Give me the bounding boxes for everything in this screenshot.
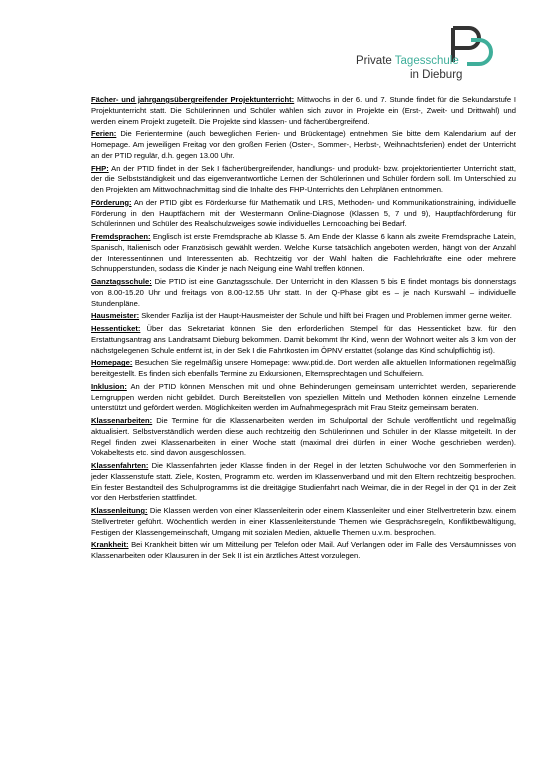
faq-term: Fremdsprachen: <box>91 232 151 241</box>
faq-paragraph <box>91 540 516 562</box>
faq-paragraph <box>91 164 516 196</box>
faq-paragraph <box>91 277 516 309</box>
faq-paragraph <box>91 129 516 161</box>
faq-term: Hessenticket: <box>91 324 141 333</box>
faq-text: Besuchen Sie regelmäßig unsere Homepage: www.ptid.de. Dort werden alle aktuellen Informationen regelmäßig bereitgestellt. Es finden sich ebenfalls Termine zu Exkursionen, Elternsprechtagen und Schulfeiern. <box>91 358 516 378</box>
faq-term: Fächer- und jahrgangsübergreifender Projektunterricht: <box>91 95 295 104</box>
faq-text: Die PTID ist eine Ganztagsschule. Der Unterricht in den Klassen 5 bis E findet montags bis donnerstags von 8.00-15.20 Uhr und freitags von 8.00-12.55 Uhr statt. In der Q-Phase gibt es – je nach Kurswahl – individuelle Stundenpläne. <box>91 277 516 308</box>
faq-paragraph <box>91 358 516 380</box>
faq-term: Homepage: <box>91 358 133 368</box>
faq-text: Bei Krankheit bitten wir um Mitteilung per Telefon oder Mail. Auf Verlangen oder im Falle des Versäumnisses von Klassenarbeiten oder Klausuren in der Sek II ist ein ärztliches Attest vorzulegen. <box>91 540 516 560</box>
faq-term: Hausmeister: <box>91 311 140 321</box>
faq-text: Die Klassen werden von einer Klassenleiterin oder einem Klassenleiter und einer Stellvertreterin bzw. einem Stellvertreter geführt. Wöchentlich werden in einer Klassenleiterstunde Themen wie Gesprächsregeln, Konfliktbewältigung, Festigen der Klassengemeinschaft, Umgang mit sozialen Medien, aktuelle Themen u.v.m. besprochen. <box>91 506 516 537</box>
faq-text: Die Ferientermine (auch beweglichen Ferien- und Brückentage) entnehmen Sie bitte dem Kalendarium auf der Homepage. Am jeweiligen Freitag vor den großen Ferien (Oster-, Sommer-, Herbst-, Weihnachtsferien) endet der Unterricht an der PTID regulär, d.h. gegen 13.00 Uhr. <box>91 129 516 160</box>
faq-paragraph <box>91 324 516 356</box>
faq-term: Klassenfahrten: <box>91 461 149 470</box>
faq-paragraph <box>91 198 516 230</box>
faq-paragraph <box>91 311 516 322</box>
faq-term: Klassenarbeiten: <box>91 416 153 425</box>
faq-term: Inklusion: <box>91 381 127 391</box>
faq-paragraph <box>91 416 516 459</box>
faq-paragraph <box>91 506 516 538</box>
faq-text: Über das Sekretariat können Sie den erforderlichen Stempel für das Hessenticket bzw. für den Erstattungsantrag ans Landratsamt Dieburg bekommen. Damit bekommt Ihr Kind, wenn der Wohnort weiter als 3 km von der nächstgelegenen Schule entfernt ist, in der Sek I die Fahrtkosten im ÖPNV erstattet (solange das Kind schulpflichtig ist). <box>91 324 516 355</box>
faq-term: Klassenleitung: <box>91 506 148 515</box>
faq-text: An der PTID können Menschen mit und ohne Behinderungen gemeinsam unterrichtet werden, separierende Lerngruppen werden nicht gebildet. Durch Bereitstellen von speziellen Mitteln und Methoden können einzelne Lernende unterstützt und gefördert werden. Möglichkeiten werden im Aufnahmegespräch mit Frau Steitz gemeinsam beraten. <box>91 381 516 413</box>
faq-text: Die Klassenfahrten jeder Klasse finden in der Regel in der letzten Schulwoche vor den Sommerferien in jeder Klassenstufe statt. Ziele, Kosten, Programm etc. werden im Klassenverband und mit den Eltern rechtzeitig besprochen. Ein fester Bestandteil des Schulprogramms ist die dreitägige Studienfahrt nach Weimar, die in der Regel in der Q1 in der Zeit vor den Herbstferien stattfindet. <box>91 461 516 503</box>
faq-paragraph <box>91 461 516 504</box>
faq-paragraph <box>91 382 516 414</box>
faq-paragraph <box>91 95 516 127</box>
brand-location: in Dieburg <box>410 69 463 81</box>
faq-text: Skender Fazlija ist der Haupt-Hausmeister der Schule und hilft bei Fragen und Problemen immer gerne weiter. <box>139 311 512 321</box>
faq-term: Ferien: <box>91 129 117 139</box>
faq-term: Förderung: <box>91 197 132 207</box>
faq-term: FHP: <box>91 163 109 173</box>
faq-text: Englisch ist erste Fremdsprache ab Klasse 5. Am Ende der Klasse 6 kann als zweite Fremdsprache Latein, Spanisch, Italienisch oder Französisch gewählt werden. Welche Kurse tatsächlich angeboten werden, hängt von der Anzahl der Interessentinnen und Interessenten ab. Rechtzeitig vor der Wahl halten die Fachlehrkräfte eine oder mehrere Schnupperstunden, sodass die Kinder je nach Neigung eine Wahl treffen können. <box>91 232 516 274</box>
brand-name <box>356 55 459 67</box>
faq-text: Die Termine für die Klassenarbeiten werden im Schulportal der Schule veröffentlicht und regelmäßig aktualisiert. Selbstverständlich werden diese auch rechtzeitig den Schülerinnen und Schüler in der Klasse mitgeteilt. In der Regel finden zwei Klassenarbeiten in einer Woche statt (maximal drei dürfen in einer Woche geschrieben werden). Vokabeltests etc. sind davon ausgeschlossen. <box>91 416 516 458</box>
faq-text: Mittwochs in der 6. und 7. Stunde findet für die Sekundarstufe I Projektunterricht statt. Die Schülerinnen und Schüler wählen sich zuvor in Projekte ein (Erst-, Zweit- und Drittwahl) und werden einem Projekt zugeteilt. Die Projekte sind klassen- und fächerübergreifend. <box>91 95 516 126</box>
faq-term: Ganztagsschule: <box>91 277 152 286</box>
school-header <box>350 22 550 88</box>
brand-name-accent: Tagesschule <box>394 55 459 67</box>
brand-name-part1: Private <box>356 55 395 67</box>
faq-text: An der PTID gibt es Förderkurse für Mathematik und LRS, Methoden- und Kommunikationstraining, individuelle Förderung in den Hauptfächern mit der Westermann Online-Diagnose (Klassen 5, 7 und 9), Hauptfachförderung für Schülerinnen und Schüler des Realschulzweiges sowie individuelles Lerncoaching bei Bedarf. <box>91 197 516 229</box>
faq-term: Krankheit: <box>91 540 129 550</box>
faq-text: An der PTID findet in der Sek I fächerübergreifender, handlungs- und produkt- bzw. projektorientierter Unterricht statt, der die Selbstständigkeit und das eigenverantwortliche Lernen der Schülerinnen und Schüler fördern soll. Im Unterschied zu den Projekten am Mittwochnachmittag sind die Inhalte des FHP-Unterrichts den Lehrplänen entnommen. <box>91 163 516 194</box>
faq-content <box>91 95 516 564</box>
faq-paragraph <box>91 232 516 275</box>
